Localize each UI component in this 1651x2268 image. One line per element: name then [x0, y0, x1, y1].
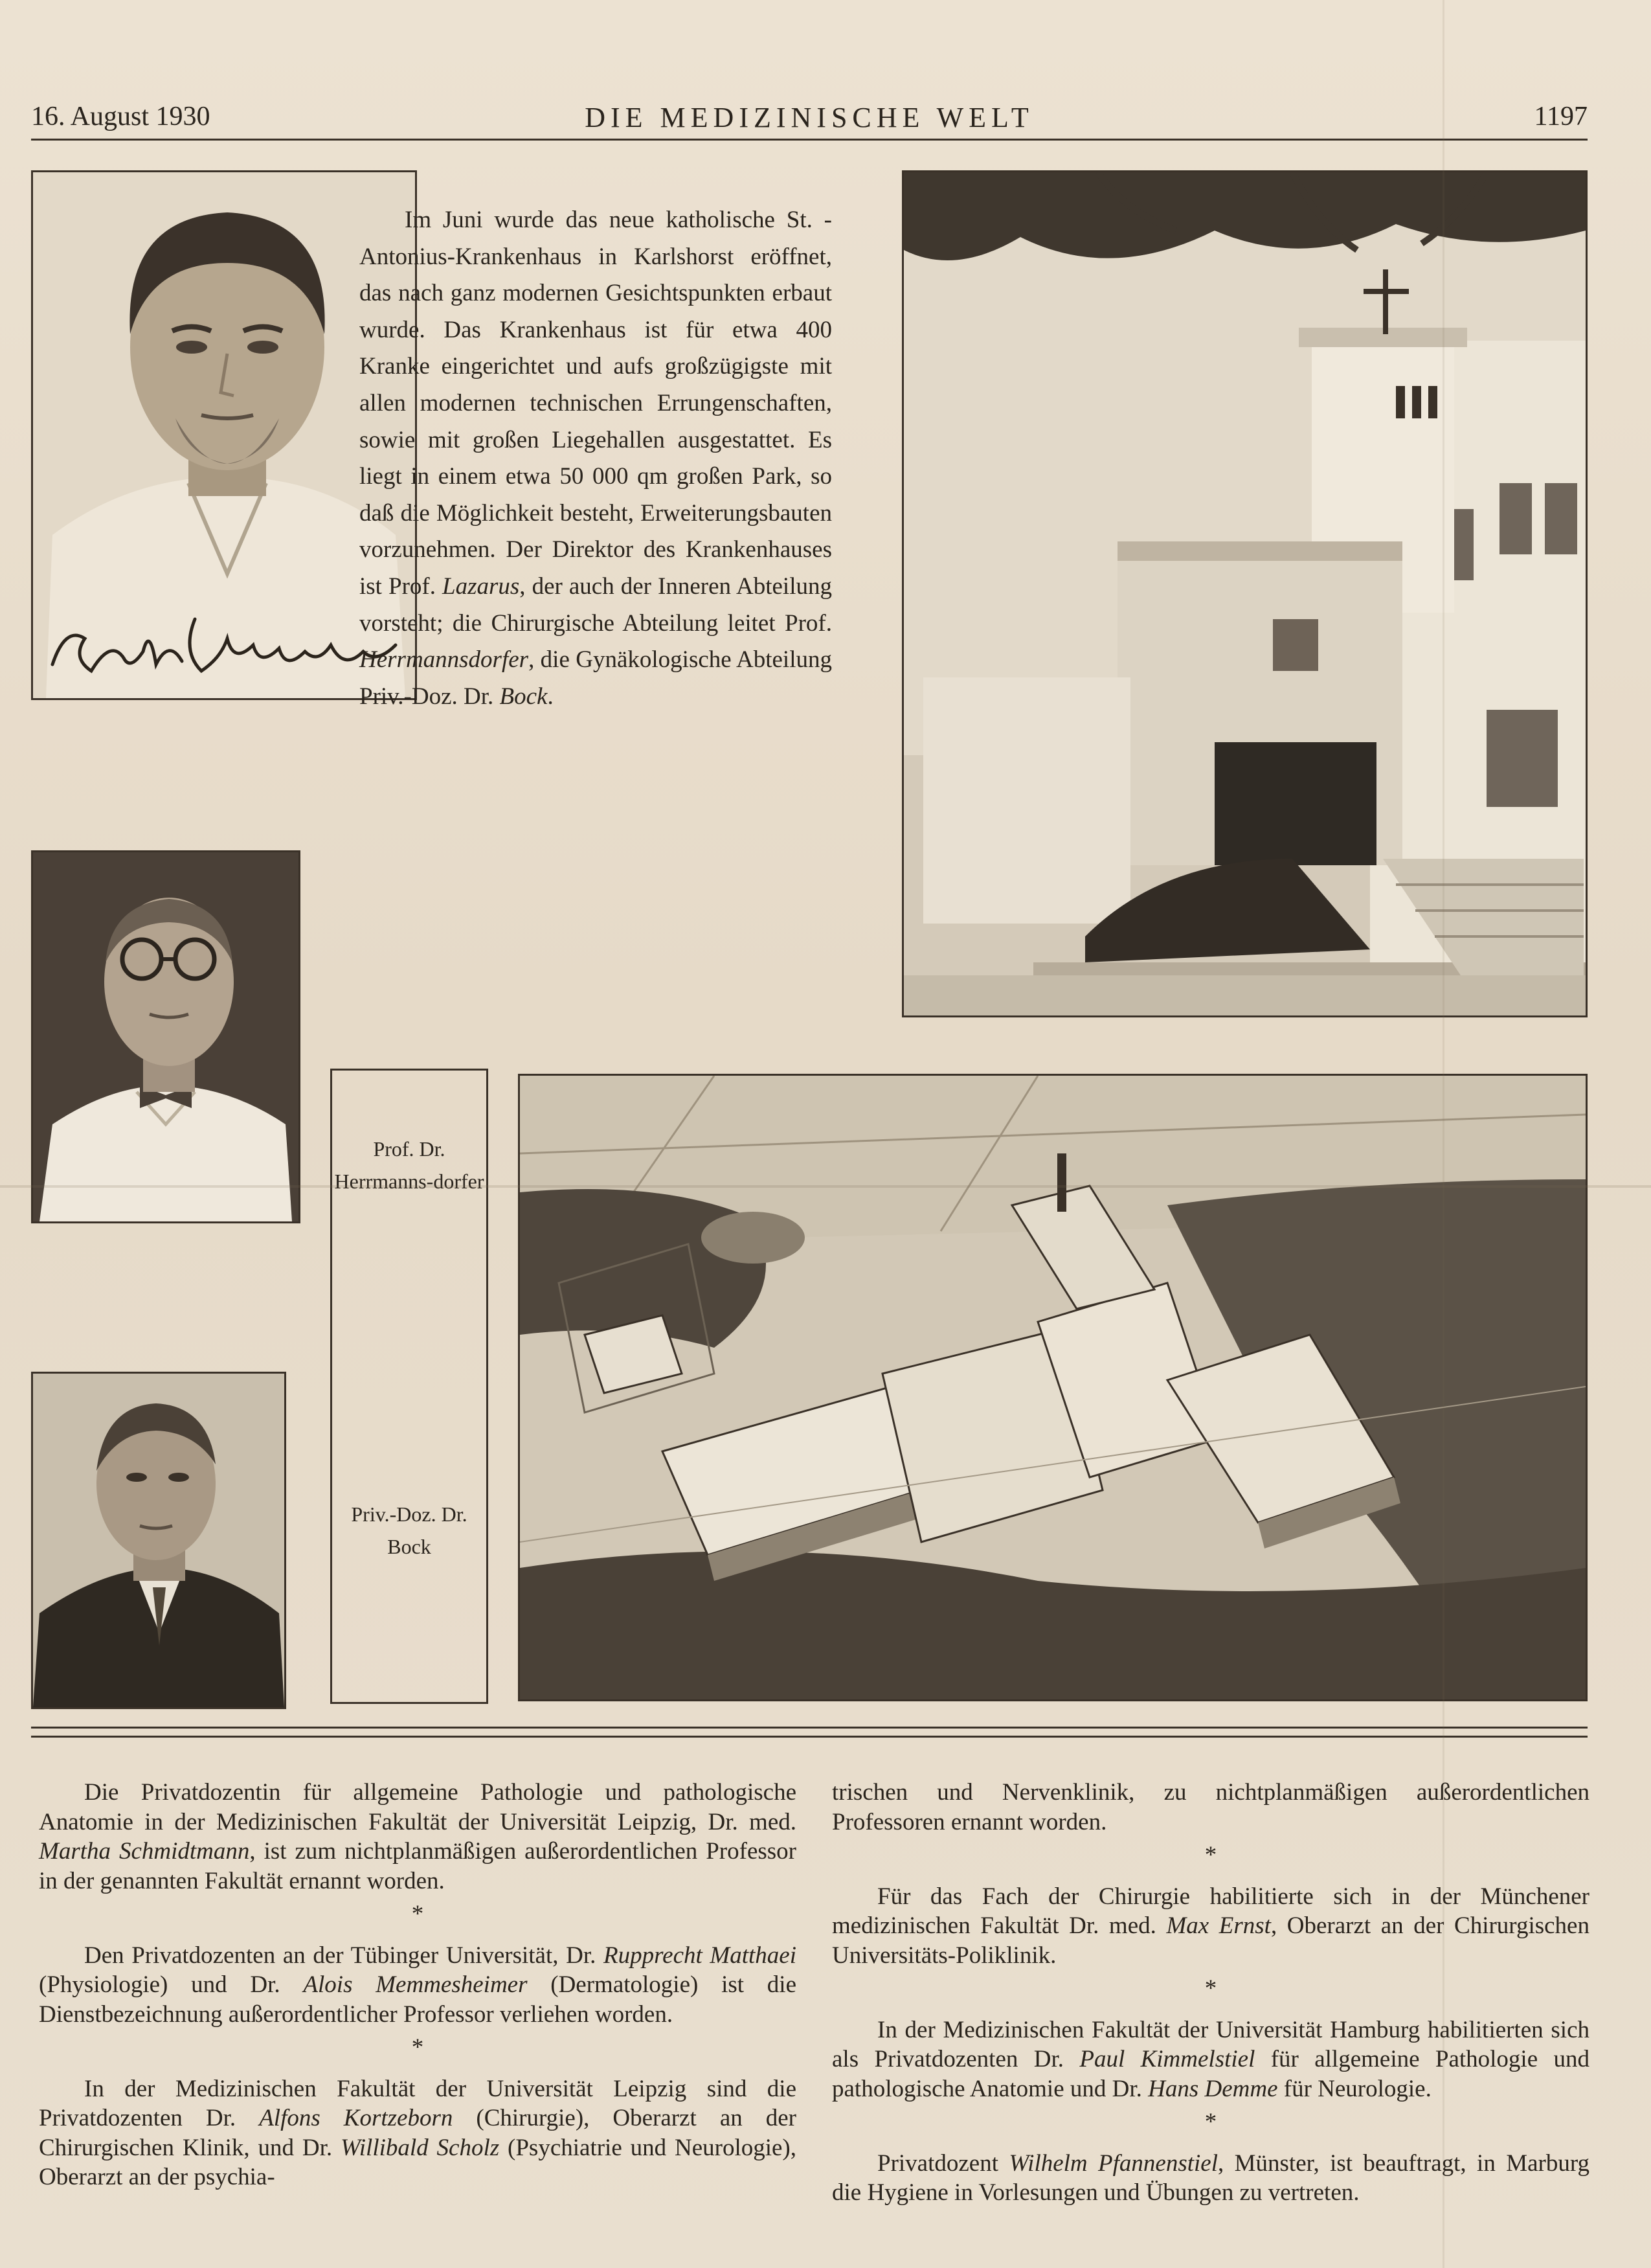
news-column-right	[832, 1778, 1589, 2208]
separator-star: *	[1204, 1975, 1217, 2002]
news-text: (Psychiatrie und Neurologie), Oberarzt an der psychia-	[39, 2134, 797, 2190]
news-text: , Oberarzt an der Chirurgischen Universitäts-Poliklinik.	[832, 1912, 1589, 1969]
portrait-bock-image	[33, 1374, 284, 1707]
news-text: (Dermatologie) ist die Dienstbezeichnung außerordentlicher Professor verliehen worden.	[39, 1971, 797, 2028]
page-header	[31, 96, 1588, 141]
news-muenchen	[832, 1882, 1589, 1971]
news-text: für Neurologie.	[1277, 2075, 1432, 2102]
hospital-building-photo	[902, 170, 1588, 1017]
news-text: In der Medizinischen Fakultät der Universität Hamburg habilitierten sich als Privatdozenten Dr.	[832, 2016, 1589, 2072]
intro-text-part1: Im Juni wurde das neue katholische St. - Antonius-Krankenhaus in Karlshorst eröffnet, das nach ganz modernen Gesichtspunkten erbaut wurde. Das Krankenhaus ist für etwa 400 Kranke eingerichtet und aufs großzügigste mit allen modernen technischen Errungenschaften, sowie mit großen Liegehallen ausgestattet. Es liegt in einem etwa 50 000 qm großen Park, so daß die Möglichkeit besteht, Erweiterungsbauten vorzunehmen. Der Direktor des Krankenhauses ist Prof.	[359, 207, 832, 600]
name-kortzeborn: Alfons Kortzeborn	[259, 2105, 453, 2131]
news-text: , ist zum nichtplanmäßigen außerordentlichen Professor in der genannten Fakultät ernannt worden.	[39, 1838, 796, 1894]
signature-lazarus	[46, 600, 409, 690]
news-text: In der Medizinischen Fakultät der Universität Leipzig sind die Privatdozenten Dr.	[39, 2075, 796, 2131]
intro-text-part2: , der auch der Inneren Abteilung vorsteht; die Chirurgische Abteilung leitet Prof.	[359, 573, 832, 637]
portrait-herrmannsdorfer	[31, 850, 300, 1223]
issue-date: 16. August 1930	[31, 102, 210, 131]
portrait-bock	[31, 1372, 286, 1709]
news-text: , Münster, ist beauftragt, in Marburg die Hygiene in Vorlesungen und Übungen zu vertreten.	[832, 2149, 1589, 2206]
news-pfannenstiel	[832, 2149, 1589, 2208]
journal-title: DIE MEDIZINISCHE WELT	[585, 102, 1034, 133]
news-text: Die Privatdozentin für allgemeine Pathologie und pathologische Anatomie in der Medizinischen Fakultät der Universität Leipzig, Dr. med.	[39, 1779, 796, 1835]
caption-bock: Priv.-Doz. Dr. Bock	[351, 1503, 467, 1558]
name-demme: Hans Demme	[1148, 2075, 1278, 2102]
caption-herrmannsdorfer: Prof. Dr. Herrmanns-dorfer	[334, 1137, 484, 1193]
aerial-drawing-image	[520, 1076, 1586, 1699]
news-schmidtmann	[39, 1778, 796, 1896]
separator-star: *	[1204, 2109, 1217, 2135]
name-ernst: Max Ernst	[1166, 1912, 1271, 1939]
news-text: für allgemeine Pathologie und pathologische Anatomie und Dr.	[832, 2046, 1589, 2102]
name-bock: Bock	[499, 683, 548, 710]
name-schmidtmann: Martha Schmidtmann	[39, 1838, 250, 1865]
name-herrmannsdorfer: Herrmannsdorfer	[359, 646, 529, 674]
section-rule-top	[31, 1727, 1588, 1729]
news-leipzig-continued: trischen und Nervenklinik, zu nichtplanmäßigen außerordentlichen Professoren ernannt worden.	[832, 1779, 1589, 1835]
section-rule-bottom	[31, 1736, 1588, 1738]
separator-star: *	[1204, 1842, 1217, 1868]
news-hamburg	[832, 2015, 1589, 2104]
news-text: (Chirurgie), Oberarzt an der Chirurgischen Klinik, und Dr.	[39, 2105, 796, 2161]
caption-box	[330, 1069, 488, 1704]
name-lazarus: Lazarus	[442, 573, 520, 600]
intro-text-part3: , die Gynäkologische Abteilung Priv.-Doz. Dr.	[359, 646, 832, 710]
separator-star: *	[411, 1901, 424, 1927]
news-text: Den Privatdozenten an der Tübinger Universität, Dr.	[84, 1942, 604, 1969]
news-text: (Physiologie) und Dr.	[39, 1971, 304, 1998]
intro-article	[359, 202, 832, 715]
name-memmesheimer: Alois Memmesheimer	[303, 1971, 528, 1998]
intro-text-part4: .	[547, 683, 554, 710]
portrait-herrmannsdorfer-image	[33, 852, 298, 1221]
news-tuebingen	[39, 1941, 796, 2030]
name-scholz: Willibald Scholz	[341, 2134, 500, 2161]
name-kimmelstiel: Paul Kimmelstiel	[1079, 2046, 1255, 2072]
news-text: Privatdozent	[877, 2149, 1009, 2177]
news-leipzig	[39, 2074, 796, 2192]
page-number: 1197	[1534, 102, 1588, 131]
separator-star: *	[411, 2034, 424, 2061]
news-text: Für das Fach der Chirurgie habilitierte sich in der Münchener medizinischen Fakultät Dr. med.	[832, 1883, 1589, 1939]
news-column-left	[39, 1778, 796, 2192]
name-pfannenstiel: Wilhelm Pfannenstiel	[1009, 2149, 1218, 2177]
hospital-building-image	[904, 172, 1586, 1015]
name-matthaei: Rupprecht Matthaei	[603, 1942, 796, 1969]
hospital-aerial-drawing	[518, 1074, 1588, 1701]
paper-fold-horizontal	[0, 1185, 1651, 1188]
header-rule	[31, 139, 1588, 141]
paper-fold-vertical	[1443, 0, 1444, 2268]
